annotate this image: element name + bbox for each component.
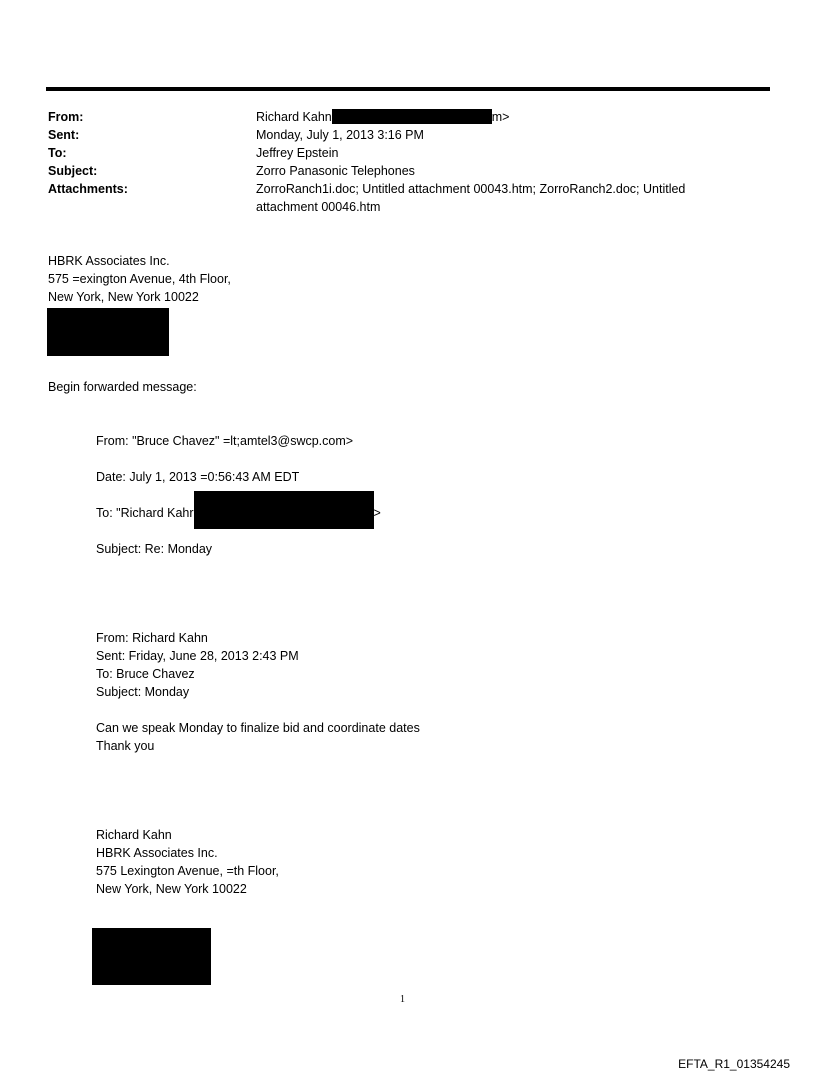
signature-block	[96, 826, 279, 898]
message-body	[96, 719, 420, 755]
redaction-box	[47, 308, 169, 356]
body-line: Can we speak Monday to finalize bid and coordinate dates	[96, 721, 420, 735]
page-number: 1	[400, 994, 405, 1005]
signature-line: New York, New York 10022	[96, 882, 247, 896]
sent-value: Monday, July 1, 2013 3:16 PM	[256, 128, 424, 142]
attachments-value[interactable]: ZorroRanch1i.doc; Untitled attachment 00043.htm; ZorroRanch2.doc; Untitled attachment 00046.htm	[256, 182, 686, 214]
subject-value: Zorro Panasonic Telephones	[256, 164, 415, 178]
forwarded-from: From: "Bruce Chavez" =lt;amtel3@swcp.com>	[96, 434, 354, 448]
sent-row	[48, 126, 748, 144]
forwarded-date: Date: July 1, 2013 =0:56:43 AM EDT	[96, 470, 300, 484]
from-name: Richard Kahn	[256, 110, 332, 124]
original-from: From: Richard Kahn	[96, 631, 208, 645]
email-header	[48, 108, 748, 216]
from-label: From:	[48, 110, 84, 124]
body-line: Thank you	[96, 739, 155, 753]
original-sent: Sent: Friday, June 28, 2013 2:43 PM	[96, 649, 299, 663]
forward-intro: Begin forwarded message:	[48, 380, 197, 394]
from-value	[256, 108, 748, 126]
original-subject: Subject: Monday	[96, 685, 190, 699]
sent-label: Sent:	[48, 128, 80, 142]
redaction-bar	[332, 109, 492, 124]
to-row	[48, 144, 748, 162]
forwarded-to-suffix: >	[373, 506, 381, 520]
subject-row	[48, 162, 748, 180]
signature-line: 575 =exington Avenue, 4th Floor,	[48, 272, 231, 286]
to-value: Jeffrey Epstein	[256, 146, 339, 160]
subject-label: Subject:	[48, 164, 98, 178]
signature-line: Richard Kahn	[96, 828, 172, 842]
forwarded-subject: Subject: Re: Monday	[96, 542, 213, 556]
header-rule	[46, 87, 770, 91]
signature-block	[48, 252, 231, 306]
signature-line: 575 Lexington Avenue, =th Floor,	[96, 864, 279, 878]
signature-line: New York, New York 10022	[48, 290, 199, 304]
forwarded-to	[96, 504, 381, 529]
original-to: To: Bruce Chavez	[96, 667, 195, 681]
original-message-header	[96, 629, 299, 701]
signature-line: HBRK Associates Inc.	[96, 846, 218, 860]
attachments-label: Attachments:	[48, 182, 128, 196]
from-row	[48, 108, 748, 126]
to-label: To:	[48, 146, 67, 160]
redaction-box	[92, 928, 211, 985]
attachments-row	[48, 180, 748, 216]
from-suffix: m>	[491, 110, 510, 124]
signature-line: HBRK Associates Inc.	[48, 254, 170, 268]
redaction-bar	[194, 491, 374, 529]
document-id: EFTA_R1_01354245	[678, 1057, 790, 1071]
forwarded-to-prefix: To: "Richard Kahr	[96, 506, 194, 520]
